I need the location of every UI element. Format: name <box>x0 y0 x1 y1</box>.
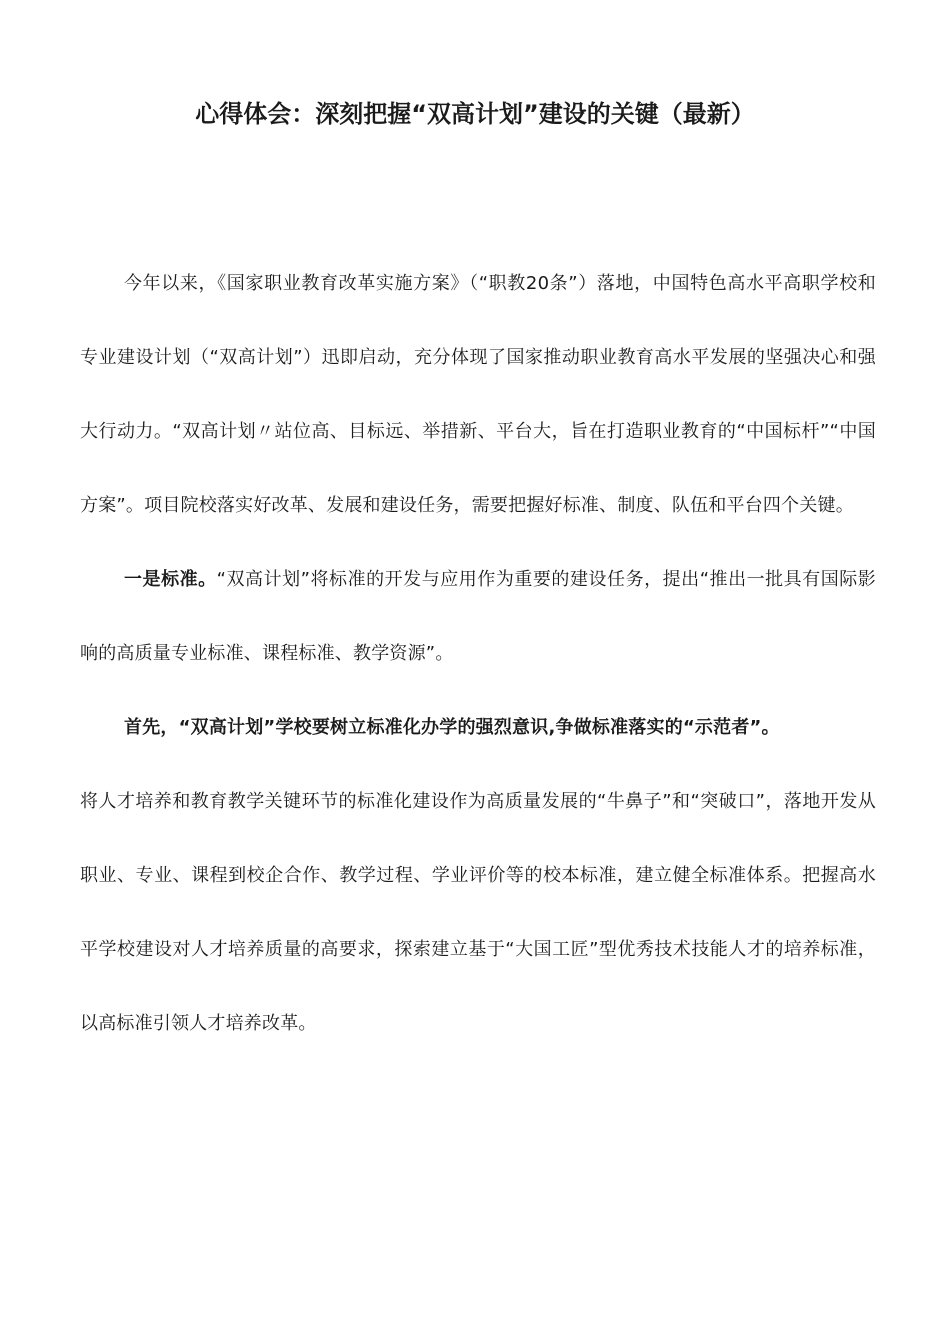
paragraph-standard-lead: 一是标准。 <box>124 569 217 590</box>
paragraph-standard <box>80 543 876 691</box>
paragraph-intro <box>80 247 876 543</box>
paragraph-first-lead: 首先，“双高计划”学校要树立标准化办学的强烈意识,争做标准落实的“示范者”。 <box>124 717 780 738</box>
paragraph-detail-text: 将人才培养和教育教学关键环节的标准化建设作为高质量发展的“牛鼻子”和“突破口”，落地开发从职业、专业、课程到校企合作、教学过程、学业评价等的校本标准，建立健全标准体系。把握高水平学校建设对人才培养质量的高要求，探索建立基于“大国工匠”型优秀技术技能人才的培养标准，以高标准引领人才培养改革。 <box>80 791 876 1034</box>
document-body <box>80 247 876 1061</box>
paragraph-intro-text: 今年以来，《国家职业教育改革实施方案》（“职教20条”）落地，中国特色高水平高职学校和专业建设计划（“双高计划”）迅即启动，充分体现了国家推动职业教育高水平发展的坚强决心和强大行动力。“双高计划〃站位高、目标远、举措新、平台大，旨在打造职业教育的“中国标杆”“中国方案”。项目院校落实好改革、发展和建设任务，需要把握好标准、制度、队伍和平台四个关键。 <box>80 273 876 516</box>
document-title: 心得体会：深刻把握“双高计划”建设的关键（最新） <box>195 100 755 128</box>
paragraph-standard-text: “双高计划”将标准的开发与应用作为重要的建设任务，提出“推出一批具有国际影响的高质量专业标准、课程标准、教学资源”。 <box>80 569 877 664</box>
paragraph-first <box>80 691 876 765</box>
paragraph-detail <box>80 765 876 1061</box>
